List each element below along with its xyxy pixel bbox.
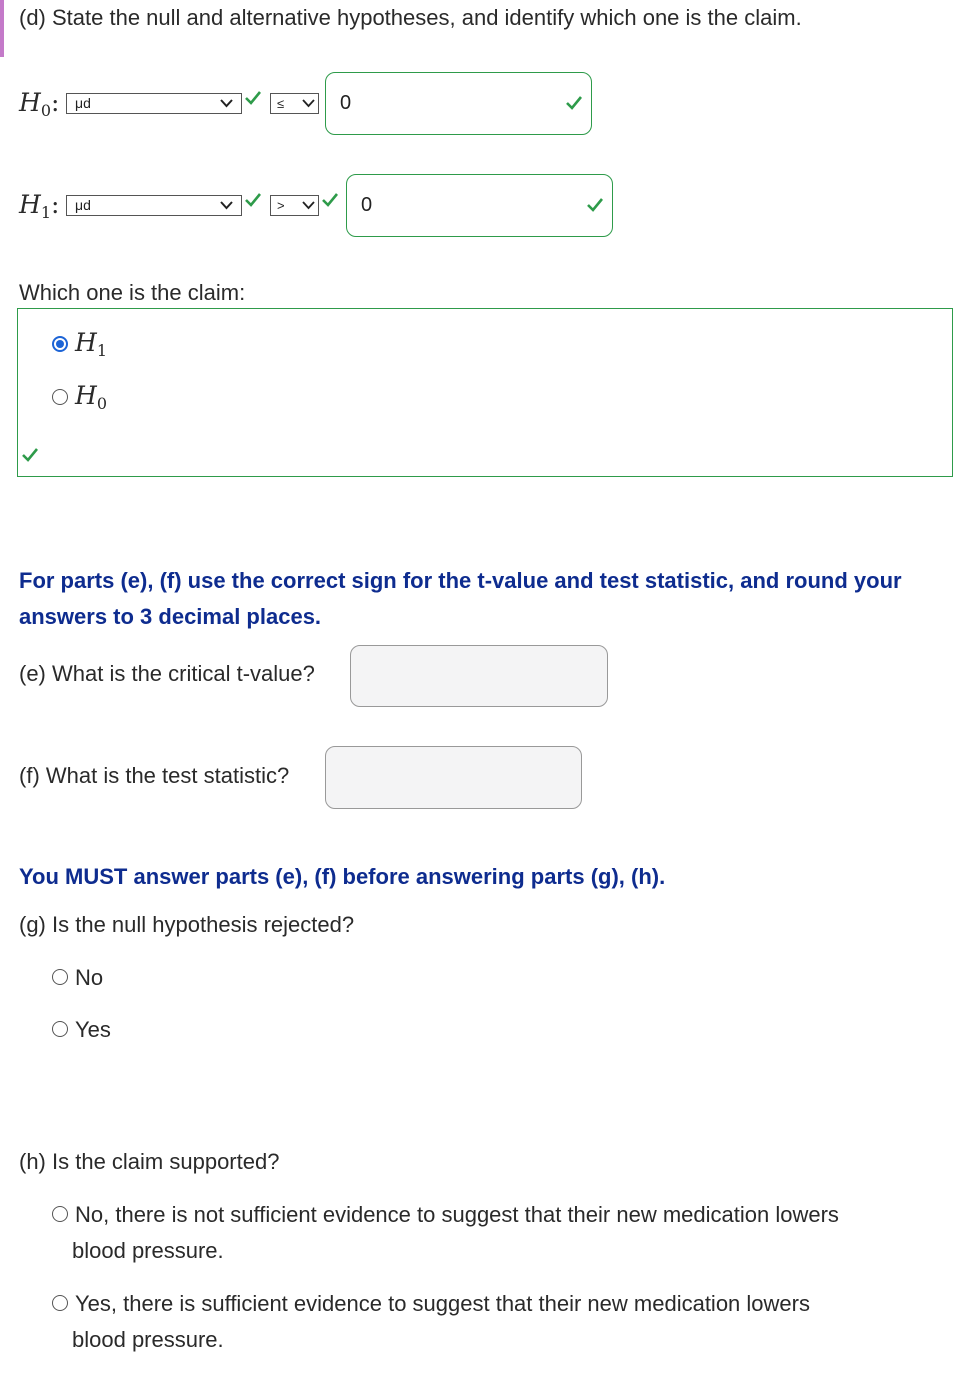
claim-radio-h1[interactable] <box>52 336 68 352</box>
correct-check-icon <box>565 95 583 111</box>
chevron-down-icon <box>302 199 315 211</box>
claim-option-h1-label[interactable]: $H_1$ <box>75 328 107 360</box>
claim-supported-option-no-line1[interactable]: No, there is not sufficient evidence to suggest that their new medication lowers <box>75 1202 839 1227</box>
h1-label: $H_1$: <box>19 190 60 222</box>
reject-option-no-label[interactable]: No <box>75 965 104 990</box>
reject-radio-no[interactable] <box>52 969 68 985</box>
correct-check-icon <box>244 192 262 208</box>
part-d-prompt: (d) State the null and alternative hypotheses, and identify which one is the claim. <box>19 5 802 30</box>
question-accent-bar <box>0 0 4 57</box>
chevron-down-icon <box>302 97 315 109</box>
part-h-prompt: (h) Is the claim supported? <box>19 1149 280 1174</box>
instructions-ef: For parts (e), (f) use the correct sign for the t-value and test statistic, and round your answers to 3 decimal places. <box>19 568 902 629</box>
part-f-prompt: (f) What is the test statistic? <box>19 763 290 788</box>
claim-supported-radio-no[interactable] <box>52 1206 68 1222</box>
h0-relation-select[interactable]: ≤ <box>270 93 319 114</box>
claim-supported-option-yes-line2[interactable]: blood pressure. <box>72 1327 224 1352</box>
test-statistic-input[interactable] <box>325 746 582 809</box>
reject-option-yes-label[interactable]: Yes <box>75 1017 111 1042</box>
h0-value-input[interactable]: 0 <box>325 72 592 135</box>
reject-radio-yes[interactable] <box>52 1021 68 1037</box>
h0-label: $H_0$: <box>19 88 60 120</box>
correct-check-icon <box>586 197 604 213</box>
claim-supported-option-yes-line1[interactable]: Yes, there is sufficient evidence to suggest that their new medication lowers <box>75 1291 810 1316</box>
chevron-down-icon <box>219 198 234 212</box>
h1-parameter-select[interactable]: μd <box>66 195 242 216</box>
h0-parameter-select[interactable]: μd <box>66 93 242 114</box>
part-e-prompt: (e) What is the critical t-value? <box>19 661 315 686</box>
claim-option-h0-label[interactable]: $H_0$ <box>75 381 107 413</box>
correct-check-icon <box>321 192 339 208</box>
claim-supported-option-no-line2[interactable]: blood pressure. <box>72 1238 224 1263</box>
correct-check-icon <box>21 447 39 463</box>
claim-options-group <box>17 308 953 477</box>
claim-supported-radio-yes[interactable] <box>52 1295 68 1311</box>
h1-relation-select[interactable]: > <box>270 195 319 216</box>
claim-label: Which one is the claim: <box>19 280 246 305</box>
h1-value-input[interactable]: 0 <box>346 174 613 237</box>
claim-radio-h0[interactable] <box>52 389 68 405</box>
part-g-prompt: (g) Is the null hypothesis rejected? <box>19 912 355 937</box>
chevron-down-icon <box>219 96 234 110</box>
instructions-gh: You MUST answer parts (e), (f) before answering parts (g), (h). <box>19 864 666 889</box>
critical-t-value-input[interactable] <box>350 645 608 707</box>
correct-check-icon <box>244 90 262 106</box>
